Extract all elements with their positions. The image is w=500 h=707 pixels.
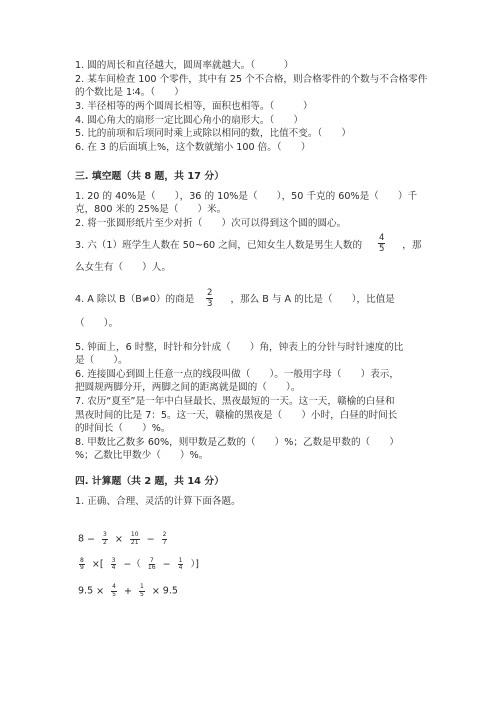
fraction-numerator: 2 xyxy=(207,288,213,298)
fill-q4-text-before: 4. A 除以 B（B≠0）的商是 xyxy=(75,294,195,305)
fill-q8-line1: 8. 甲数比乙数多 60%，则甲数是乙数的（ ）%；乙数是甲数的（ ） xyxy=(75,437,399,448)
number: 9.5 xyxy=(162,585,178,597)
fill-q3-text-before: 3. 六（1）班学生人数在 50~60 之间，已知女生人数是男生人数的 xyxy=(75,240,363,251)
fill-q6-line2: 把圆规两脚分开，两脚之间的距离就是圆的（ ）。 xyxy=(75,382,301,393)
calc-instruction: 1. 正确、合理、灵活的计算下面各题。 xyxy=(75,496,241,507)
fill-q2: 2. 将一张圆形纸片至少对折（ ）次可以得到这个圆的圆心。 xyxy=(75,218,347,229)
fill-q7-line2: 黑夜时间的比是 7：5。这一天，赣榆的黑夜是（ ）小时，白昼的时间长 xyxy=(75,410,398,421)
fraction: $\frac{8}{9}$ xyxy=(80,556,84,571)
calc-expression-2: $\frac{8}{9}$ ×[ $\frac{3}{4}$ −（ $\frac{7}{16}$ − $\frac{1}{4}$ ）] xyxy=(80,556,199,571)
fraction: $\frac{10}{21}$ xyxy=(130,531,139,546)
fill-q5-line2: 是（ ）。 xyxy=(75,355,128,366)
judge-item-2-line2: 的个数比是 1∶4。（ ） xyxy=(75,87,184,98)
judge-item-4: 4. 圆心角大的扇形一定比圆心角小的扇形大。（ ） xyxy=(75,115,304,126)
judge-item-2-line1: 2. 某车间检查 100 个零件，其中有 25 个不合格，则合格零件的个数与不合格零件 xyxy=(75,74,428,85)
fraction: $\frac{3}{2}$ xyxy=(103,531,107,546)
fill-q1-line1: 1. 20 的 40%是（ ），36 的 10%是（ ），50 千克的 60%是（ ）千 xyxy=(75,191,418,202)
fraction: $\frac{3}{4}$ xyxy=(111,556,116,571)
fraction-four-fifths xyxy=(378,233,385,254)
section-three-title: 三. 填空题（共 8 题，共 17 分） xyxy=(75,171,224,182)
fill-q3-line2: 么女生有（ ）人。 xyxy=(75,262,171,273)
fill-q4-text-after: ，那么 B 与 A 的比是（ ），比值是 xyxy=(230,294,395,305)
fraction: $\frac{1}{5}$ xyxy=(139,583,144,598)
fraction-two-thirds xyxy=(206,288,213,309)
fill-q3-text-after: ，那 xyxy=(402,240,422,251)
fill-q5-line1: 5. 钟面上，6 时整，时针和分针成（ ）角，钟表上的分针与时针速度的比 xyxy=(75,342,404,353)
judge-item-1: 1. 圆的周长和直径越大，圆周率就越大。（ ） xyxy=(75,60,294,71)
fraction-denominator: 3 xyxy=(207,299,213,309)
judge-item-6: 6. 在 3 的后面填上%，这个数就缩小 100 倍。（ ） xyxy=(75,142,311,153)
judge-item-3: 3. 半径相等的两个圆周长相等，面积也相等。（ ） xyxy=(75,101,313,112)
fill-q4-line2: （ ）。 xyxy=(75,318,119,329)
judge-item-5: 5. 比的前项和后项同时乘上或除以相同的数，比值不变。（ ） xyxy=(75,128,352,139)
number: 9.5 xyxy=(78,585,94,597)
fill-q7-line1: 7. 农历“夏至”是一年中白昼最长、黑夜最短的一天。这一天，赣榆的白昼和 xyxy=(75,396,395,407)
calc-expression-3: 9.5 × $\frac{4}{5}$ + $\frac{1}{5}$ × 9.5 xyxy=(78,583,178,598)
fill-q1-line2: 克，800 米的 25%是（ ）米。 xyxy=(75,204,227,215)
fill-q3-line1 xyxy=(75,240,421,252)
fraction-numerator: 4 xyxy=(379,233,385,243)
calc-expression-1: 8 − $\frac{3}{2}$ × $\frac{10}{21}$ − $\frac{2}{7}$ xyxy=(78,531,167,546)
number: 8 xyxy=(78,533,85,545)
fill-q4-line1 xyxy=(75,294,395,306)
fraction-denominator: 5 xyxy=(379,244,385,254)
section-four-title: 四. 计算题（共 2 题，共 14 分） xyxy=(75,476,224,487)
fill-q8-line2: %；乙数比甲数少（ ）%。 xyxy=(75,450,209,461)
fill-q6-line1: 6. 连接圆心到圆上任意一点的线段叫做（ ）。一般用字母（ ）表示， xyxy=(75,369,399,380)
fill-q7-line3: 的时间长（ ）%。 xyxy=(75,423,171,434)
fraction: $\frac{2}{7}$ xyxy=(162,531,167,546)
fraction: $\frac{4}{5}$ xyxy=(112,583,116,598)
fraction: $\frac{7}{16}$ xyxy=(147,556,156,571)
fraction: $\frac{1}{4}$ xyxy=(178,556,183,571)
